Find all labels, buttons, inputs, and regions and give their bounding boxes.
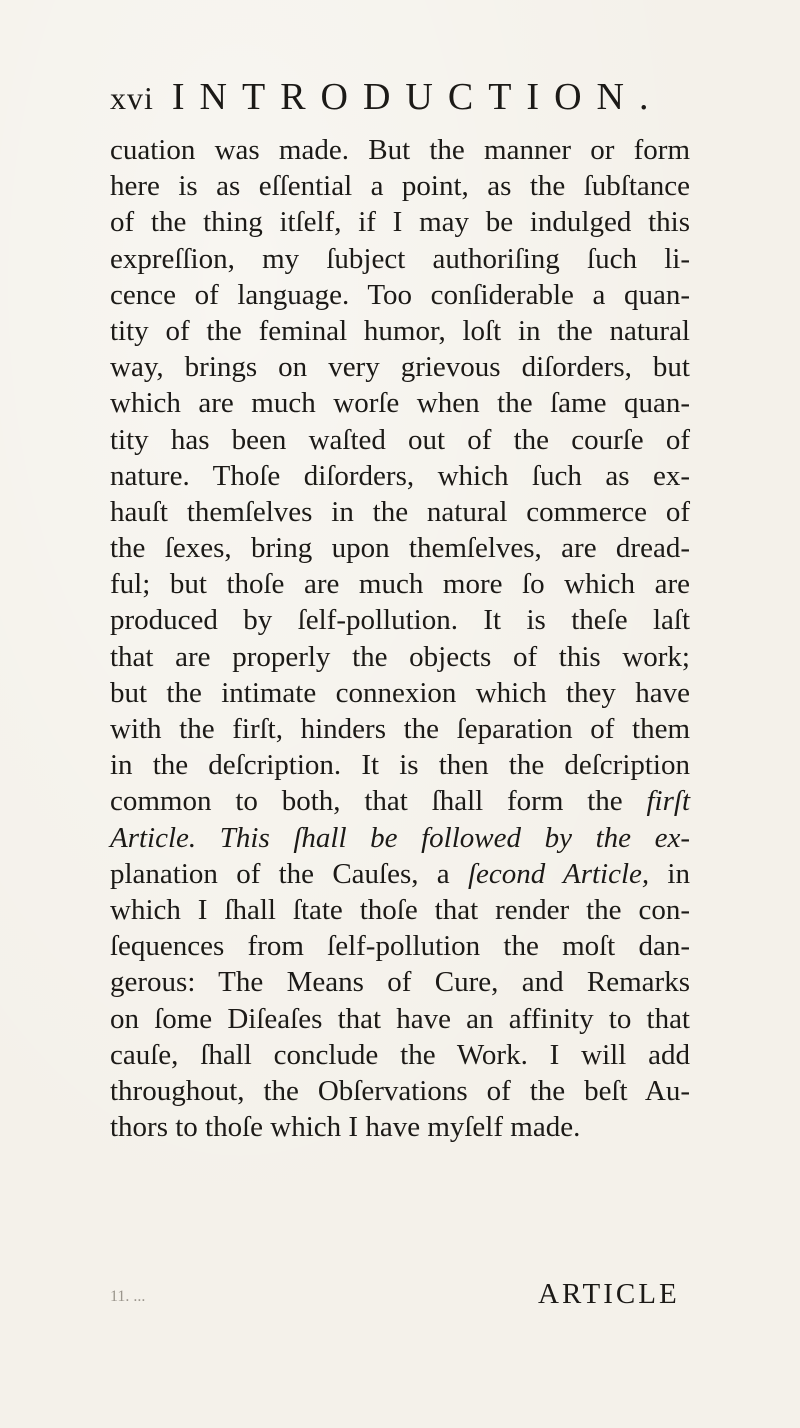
text-line: cuation was made. But the manner or form	[110, 134, 690, 166]
text-line-with-italic	[110, 783, 690, 819]
text-line: that are properly the objects of this work;	[110, 640, 690, 673]
text-line: on ſome Diſeaſes that have an affinity to that	[110, 1002, 690, 1035]
text-line: the ſexes, bring upon themſelves, are dread-	[110, 532, 690, 565]
text-segment: in	[649, 857, 690, 890]
text-line: of the thing itſelf, if I may be indulged this	[110, 206, 690, 239]
catchword: ARTICLE	[538, 1278, 680, 1310]
text-line: hauſt themſelves in the natural commerce of	[110, 495, 690, 528]
text-line: in the deſcription. It is then the deſcription	[110, 749, 690, 782]
text-line: tity of the feminal humor, loſt in the natural	[110, 314, 690, 347]
text-line: way, brings on very grievous diſorders, but	[110, 351, 690, 384]
italic-phrase: ſecond Article,	[467, 857, 650, 890]
signature-mark: 11. ...	[110, 1288, 146, 1305]
page-number: xvi	[110, 80, 154, 116]
text-line: produced by ſelf-pollution. It is theſe laſt	[110, 604, 690, 637]
text-segment: common to both, that ſhall form the	[110, 785, 647, 818]
text-segment: planation of the Cauſes, a	[110, 857, 468, 890]
italic-word: firſt	[646, 785, 690, 818]
text-line-with-italic	[110, 856, 690, 892]
text-line: expreſſion, my ſubject authoriſing ſuch li-	[110, 242, 690, 275]
text-line: gerous: The Means of Cure, and Remarks	[110, 966, 690, 999]
body-text	[110, 132, 690, 1145]
text-line: but the intimate connexion which they have	[110, 676, 690, 709]
text-line: tity has been waſted out of the courſe of	[110, 423, 690, 456]
running-head	[110, 72, 690, 122]
italic-word: Article. This ſhall be followed by the ex-	[110, 821, 690, 854]
text-line: here is as eſſential a point, as the ſubſtance	[110, 170, 690, 203]
running-title: INTRODUCTION.	[171, 76, 664, 118]
text-line: ſequences from ſelf-pollution the moſt dan-	[110, 930, 690, 963]
text-line: ful; but thoſe are much more ſo which are	[110, 568, 690, 601]
text-line: throughout, the Obſervations of the beſt Au-	[110, 1074, 690, 1107]
text-line: nature. Thoſe diſorders, which ſuch as ex-	[110, 459, 690, 492]
text-line: with the firſt, hinders the ſeparation of them	[110, 713, 690, 745]
text-line: which I ſhall ſtate thoſe that render the con-	[110, 893, 690, 926]
text-line: cauſe, ſhall conclude the Work. I will add	[110, 1038, 690, 1071]
text-line	[110, 820, 690, 856]
text-line: thors to thoſe which I have myſelf made.	[110, 1111, 581, 1144]
text-line: which are much worſe when the ſame quan-	[110, 387, 690, 420]
text-line: cence of language. Too conſiderable a quan-	[110, 278, 690, 311]
